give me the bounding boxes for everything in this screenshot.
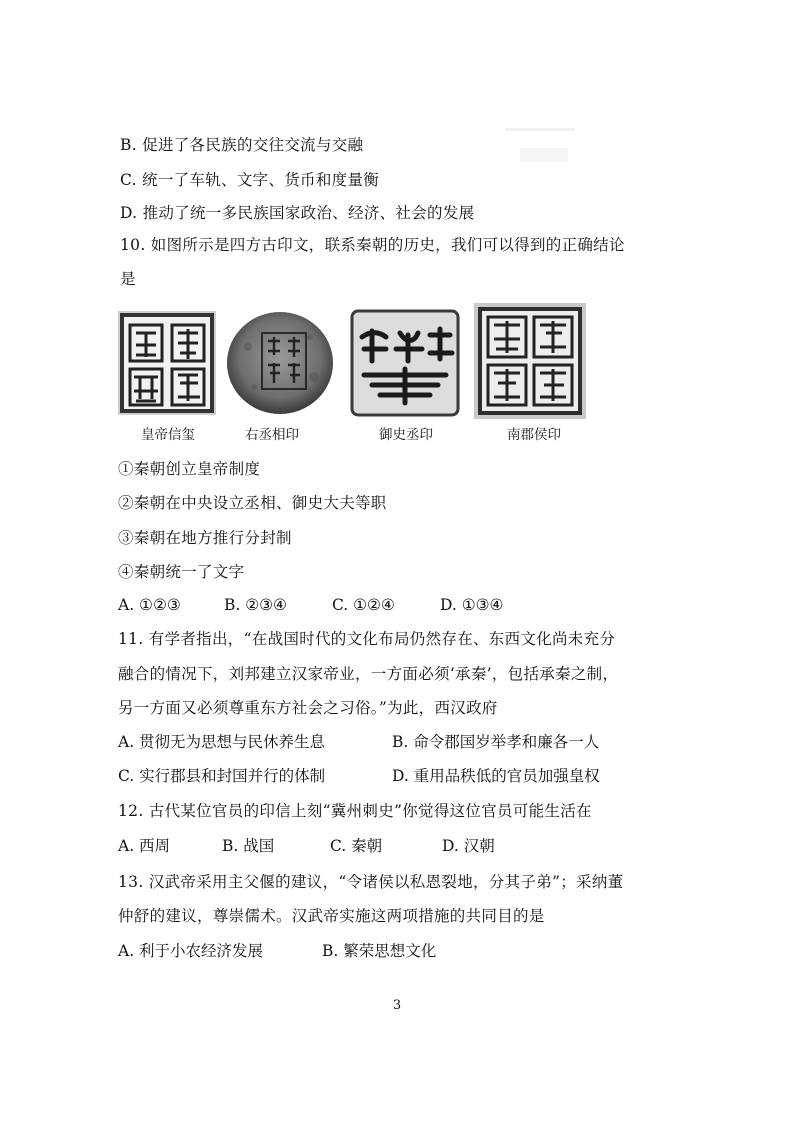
q13-option-a: A. 利于小农经济发展 [118, 942, 264, 960]
seal-caption-4: 南郡侯印 [507, 427, 561, 443]
q13-stem-line1: 13. 汉武帝采用主父偃的建议，“令诸侯以私恩裂地，分其子弟”；采纳董 [118, 873, 624, 891]
q10-option-a: A. ①②③ [118, 596, 181, 614]
q10-stem-line1: 10. 如图所示是四方古印文，联系秦朝的历史，我们可以得到的正确结论 [120, 236, 625, 254]
q13-stem-line2: 仲舒的建议，尊崇儒术。汉武帝实施这两项措施的共同目的是 [118, 907, 545, 925]
seal-caption-2: 右丞相印 [245, 427, 299, 443]
q12-stem: 12. 古代某位官员的印信上刻“冀州刺史”你觉得这位官员可能生活在 [118, 802, 592, 820]
seal-images [118, 303, 588, 423]
scan-smudge [520, 148, 568, 162]
seal-image-3 [350, 309, 460, 417]
page-number: 3 [392, 998, 402, 1013]
q11-stem-line2: 融合的情况下，刘邦建立汉家帝业，一方面必须‘承秦’，包括承秦之制， [118, 665, 619, 683]
q12-option-b: B. 战国 [222, 837, 275, 855]
seal-image-1 [118, 311, 216, 415]
q10-statement-3: ③秦朝在地方推行分封制 [118, 529, 292, 547]
q11-option-a: A. 贯彻无为思想与民休养生息 [118, 733, 326, 751]
q11-option-d: D. 重用品秩低的官员加强皇权 [392, 767, 600, 785]
q9-option-b: B. 促进了各民族的交往交流与交融 [120, 136, 364, 154]
q10-stem-line2: 是 [120, 270, 136, 288]
q10-statement-4: ④秦朝统一了文字 [118, 563, 245, 581]
q10-statement-1: ①秦朝创立皇帝制度 [118, 460, 261, 478]
q10-statement-2: ②秦朝在中央设立丞相、御史大夫等职 [118, 494, 387, 512]
seal-image-2 [224, 307, 336, 419]
q11-stem-line3: 另一方面又必须尊重东方社会之习俗。”为此，西汉政府 [118, 699, 498, 717]
seal-caption-1: 皇帝信玺 [141, 427, 195, 443]
q11-stem-line1: 11. 有学者指出，“在战国时代的文化布局仍然存在、东西文化尚未充分 [118, 630, 616, 648]
seal-image-4 [474, 303, 586, 419]
q10-option-b: B. ②③④ [224, 596, 287, 614]
scan-smudge [505, 128, 575, 131]
q12-option-d: D. 汉朝 [442, 837, 495, 855]
q10-option-c: C. ①②④ [332, 596, 395, 614]
q12-option-a: A. 西周 [118, 837, 171, 855]
q11-option-c: C. 实行郡县和封国并行的体制 [118, 767, 326, 785]
seal-caption-3: 御史丞印 [379, 427, 433, 443]
q11-option-b: B. 命令郡国岁举孝和廉各一人 [392, 733, 600, 751]
q12-option-c: C. 秦朝 [330, 837, 383, 855]
q9-option-d: D. 推动了统一多民族国家政治、经济、社会的发展 [120, 204, 475, 222]
q9-option-c: C. 统一了车轨、文字、货币和度量衡 [120, 171, 380, 189]
q13-option-b: B. 繁荣思想文化 [322, 942, 437, 960]
q10-option-d: D. ①③④ [440, 596, 504, 614]
